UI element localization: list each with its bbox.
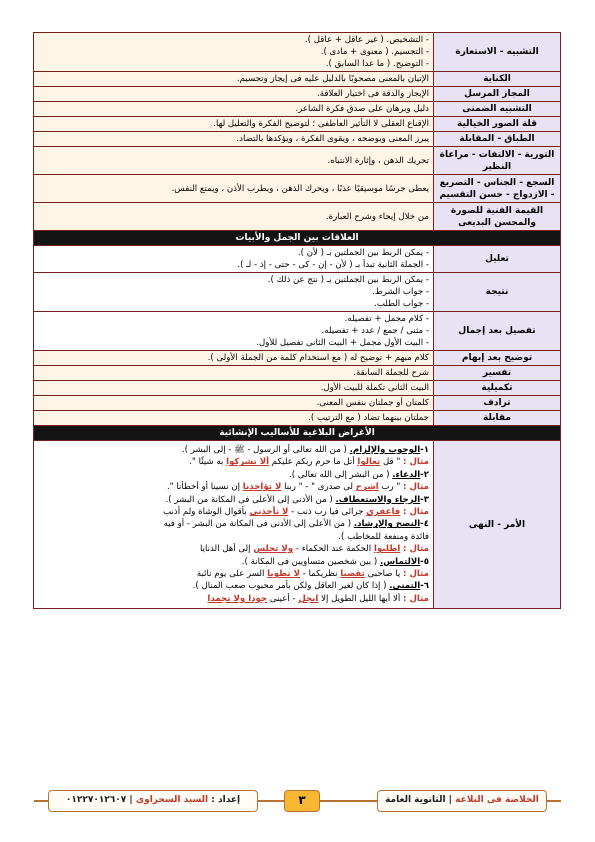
- row-label: تعليل: [434, 246, 561, 273]
- row-value: [34, 396, 434, 411]
- rhetoric-summary-table: [33, 32, 561, 609]
- row-value: [34, 72, 434, 87]
- row-label: الكناية: [434, 72, 561, 87]
- table-row: [34, 246, 561, 273]
- value-line: - يمكن الربط بين الجملتين بـ ( لأن ).: [297, 248, 429, 258]
- row-value: [34, 411, 434, 426]
- value-line: تحريك الذهن ، وإثارة الانتباه.: [327, 155, 429, 166]
- row-label: تفسير: [434, 366, 561, 381]
- row-label: تفصيل بعد إجمال: [434, 312, 561, 351]
- value-line: يعطى جرسًا موسيقيًا عذبًا ، ويحرك الذهن ، ويطرب الأذن ، ويمتع النفس.: [171, 183, 429, 194]
- value-line: الإيجاز والدقة فى اختيار العلاقة.: [317, 89, 429, 99]
- relations-header: العلاقات بين الجمل والأبيات: [34, 231, 561, 246]
- row-label: ترادف: [434, 396, 561, 411]
- table-row: [34, 203, 561, 231]
- row-label: الأمر - النهى: [434, 441, 561, 609]
- value-line: - يمكن الربط بين الجملتين بـ ( نتج عن ذلك ).: [267, 275, 429, 285]
- value-line: الإتيان بالمعنى مصحوبًا بالدليل عليه فى إيجاز وتجسيم.: [236, 74, 429, 84]
- row-value: [34, 273, 434, 312]
- purpose-item: ٤-النصح والإرشاد. ( من الأعلى إلى الأدنى فى المكانة من البشر - أو فيه: [163, 519, 429, 530]
- table-row: [34, 72, 561, 87]
- section-header: [34, 231, 561, 246]
- page: [34, 32, 561, 609]
- purpose-item: ٥-الالتماس. ( بين شخصين متساويين فى المكانة ).: [241, 556, 429, 567]
- footer-author: إعداد : السيد السحراوى | ٠١٢٢٧٠١٢٦٠٧: [48, 790, 258, 812]
- purpose-item: ٣-الرجاء والاستعطاف. ( من الأدنى إلى الأعلى فى المكانة من البشر ).: [165, 494, 429, 505]
- purposes-header: الأغراض البلاغية للأساليب الإنشائية: [34, 426, 561, 441]
- relations-section: [34, 231, 561, 426]
- purpose-example: مثال : فاغفرى جرائى فيا رب ذنب - لا تأخذنى بأقوال الوشاة ولم أذنب: [163, 507, 429, 518]
- value-line: - جواب الشرط.: [372, 287, 429, 297]
- purposes-section: [34, 426, 561, 609]
- row-value: [34, 246, 434, 273]
- value-line: دليل وبرهان على صدق فكرة الشاعر.: [295, 104, 429, 114]
- value-line: كلمتان أو جملتان بنفس المعنى.: [316, 398, 429, 408]
- value-line: الإقناع العقلى لا التأثير العاطفى ؛ لتوضيح الفكرة والتعليل لها.: [213, 119, 429, 129]
- table-row: [34, 411, 561, 426]
- value-line: البيت الثانى تكملة للبيت الأول.: [320, 383, 429, 393]
- row-label: التورية - الالتفات - مراعاة النظير: [434, 147, 561, 175]
- row-value: [34, 87, 434, 102]
- row-value: [34, 33, 434, 72]
- purpose-item: ١-الوجوب والإلزام. ( من الله تعالى أو الرسول - ﷺ - إلى البشر ).: [181, 445, 429, 455]
- table-row: [34, 312, 561, 351]
- page-number-badge: ٣: [284, 790, 320, 812]
- table-row: [34, 396, 561, 411]
- value-line: - مثنى / جمع / عدد + تفصيله.: [321, 326, 429, 336]
- row-value: [34, 102, 434, 117]
- purpose-item-continued: فائدة ومنفعة للمخاطب ).: [338, 531, 429, 542]
- purpose-example: مثال : " رب اشرح لى صدرى " - " ربنا لا تؤاخذنا إن نسينا أو أخطأنا ".: [166, 482, 429, 493]
- row-label: نتيجة: [434, 273, 561, 312]
- value-line: - كلام مجمل + تفصيله.: [344, 314, 429, 324]
- row-label: مقابلة: [434, 411, 561, 426]
- row-value: [34, 175, 434, 203]
- table-row: [34, 175, 561, 203]
- figures-section: [34, 33, 561, 231]
- value-line: - التجسيم. ( معنوى + مادى ).: [320, 47, 429, 57]
- row-value: [34, 147, 434, 175]
- value-line: - البيت الأول مجمل + البيت الثانى تفصيل للأول.: [256, 338, 429, 348]
- value-line: من خلال إيحاء وشرح العبارة.: [325, 211, 429, 222]
- table-row: [34, 132, 561, 147]
- table-row: [34, 117, 561, 132]
- row-value: [34, 132, 434, 147]
- table-row: [34, 366, 561, 381]
- table-row: [34, 273, 561, 312]
- row-label: الطباق - المقابلة: [434, 132, 561, 147]
- row-label: توضيح بعد إبهام: [434, 351, 561, 366]
- table-row: [34, 147, 561, 175]
- row-value: [34, 117, 434, 132]
- purpose-example: مثال : " قل تعالوا أتل ما حرم ربكم عليكم ألا تشركوا به شيئًا ".: [189, 457, 429, 468]
- purposes-list: [34, 441, 434, 609]
- value-line: - جواب الطلب.: [374, 299, 429, 309]
- value-line: شرح للجملة السابقة.: [353, 368, 429, 378]
- row-label: تكميلية: [434, 381, 561, 396]
- value-line: يبرز المعنى ويوضحه ، ويقوى الفكرة ، ويؤكدها بالتضاد.: [236, 134, 429, 144]
- table-row: [34, 87, 561, 102]
- row-label: قلة الصور الخيالية: [434, 117, 561, 132]
- purpose-example: مثال : اطلبوا الحكمة عند الحكماء - ولا تجلس إلى أهل الدنايا: [199, 544, 429, 555]
- row-label: التشبيه الضمنى: [434, 102, 561, 117]
- page-footer: [34, 788, 561, 814]
- value-line: كلام مبهم + توضيح له ( مع استخدام كلمة من الجملة الأولى ).: [207, 353, 429, 363]
- table-row: [34, 381, 561, 396]
- value-line: جملتان بينهما تضاد ( مع الترتيب ).: [308, 413, 429, 423]
- table-row: [34, 351, 561, 366]
- row-value: [34, 366, 434, 381]
- row-value: [34, 351, 434, 366]
- row-label: المجاز المرسل: [434, 87, 561, 102]
- footer-book-title: الخلاصة فى البلاغة | الثانوية العامة: [377, 790, 547, 812]
- purpose-example: مثال : يا صاحبى تقصيا نظريكما - لا تطويا السر على يوم نائبة: [196, 569, 429, 580]
- row-label: القيمة الفنية للصورة والمحسن البديعى: [434, 203, 561, 231]
- row-label: التشبيه - الاستعارة: [434, 33, 561, 72]
- row-label: السجع - الجناس - التصريع - الازدواج - حسن التقسيم: [434, 175, 561, 203]
- purpose-example: مثال : ألا أيها الليل الطويل إلا انجل - أعينى جودا ولا تجمدا: [207, 593, 429, 604]
- value-line: - التشخيص. ( غير عاقل + عاقل ).: [304, 35, 429, 45]
- value-line: - التوضيح. ( ما عدا السابق ).: [325, 59, 429, 69]
- row-value: [34, 312, 434, 351]
- table-row: [34, 441, 561, 609]
- row-value: [34, 381, 434, 396]
- table-row: [34, 102, 561, 117]
- value-line: - الجملة الثانية تبدأ بـ ( لأن - إن - كى - حتى - إذ - لـ ).: [237, 260, 429, 270]
- purpose-item: ٢-الدعاء. ( من البشر إلى الله تعالى ).: [288, 469, 429, 480]
- section-header: [34, 426, 561, 441]
- row-value: [34, 203, 434, 231]
- purpose-item: ٦-التمنى. ( إذا كان لغير العاقل ولكن بأمر محبوب صعب المنال ).: [192, 581, 429, 592]
- table-row: [34, 33, 561, 72]
